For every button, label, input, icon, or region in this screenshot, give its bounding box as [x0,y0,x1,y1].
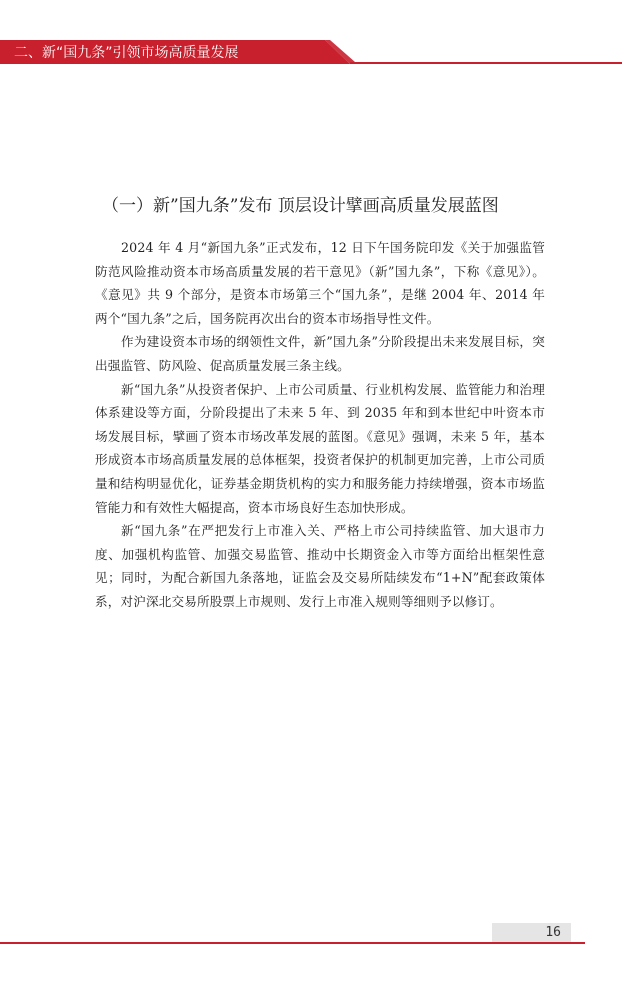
body-text [95,236,545,614]
footer-divider [0,942,585,944]
paragraph: 2024 年 4 月“新国九条”正式发布，12 日下午国务院印发《关于加强监管防范风险推动资本市场高质量发展的若干意见》（新”国九条”，下称《意见》）。《意见》共 9 个部分，是资本市场第三个“国九条”，是继 2004 年、2014 年两个“国九条”之后，国务院再次出台的资本市场指导性文件。 [95,240,545,326]
paragraph: 新“国九条”从投资者保护、上市公司质量、行业机构发展、监管能力和治理体系建设等方面，分阶段提出了未来 5 年、到 2035 年和到本世纪中叶资本市场发展目标，擘画了资本市场改革发展的蓝图。《意见》强调，未来 5 年，基本形成资本市场高质量发展的总体框架，投资者保护的机制更加完善，上市公司质量和结构明显优化，证券基金期货机构的实力和服务能力持续增强，资本市场监管能力和有效性大幅提高，资本市场良好生态加快形成。 [95,381,545,515]
page-number: 16 [545,925,561,940]
section-banner [0,40,622,64]
section-banner-title: 二、新“国九条”引领市场高质量发展 [14,45,239,61]
section-heading: （一）新”国九条”发布 顶层设计擘画高质量发展蓝图 [102,196,499,216]
paragraph: 作为建设资本市场的纲领性文件，新”国九条”分阶段提出未来发展目标，突出强监管、防风险、促高质量发展三条主线。 [95,334,545,373]
page-number-box [492,923,571,943]
paragraph: 新“国九条”在严把发行上市准入关、严格上市公司持续监管、加大退市力度、加强机构监管、加强交易监管、推动中长期资金入市等方面给出框架性意见；同时，为配合新国九条落地，证监会及交易所陆续发布“1+N”配套政策体系，对沪深北交易所股票上市规则、发行上市准入规则等细则予以修订。 [95,523,545,609]
